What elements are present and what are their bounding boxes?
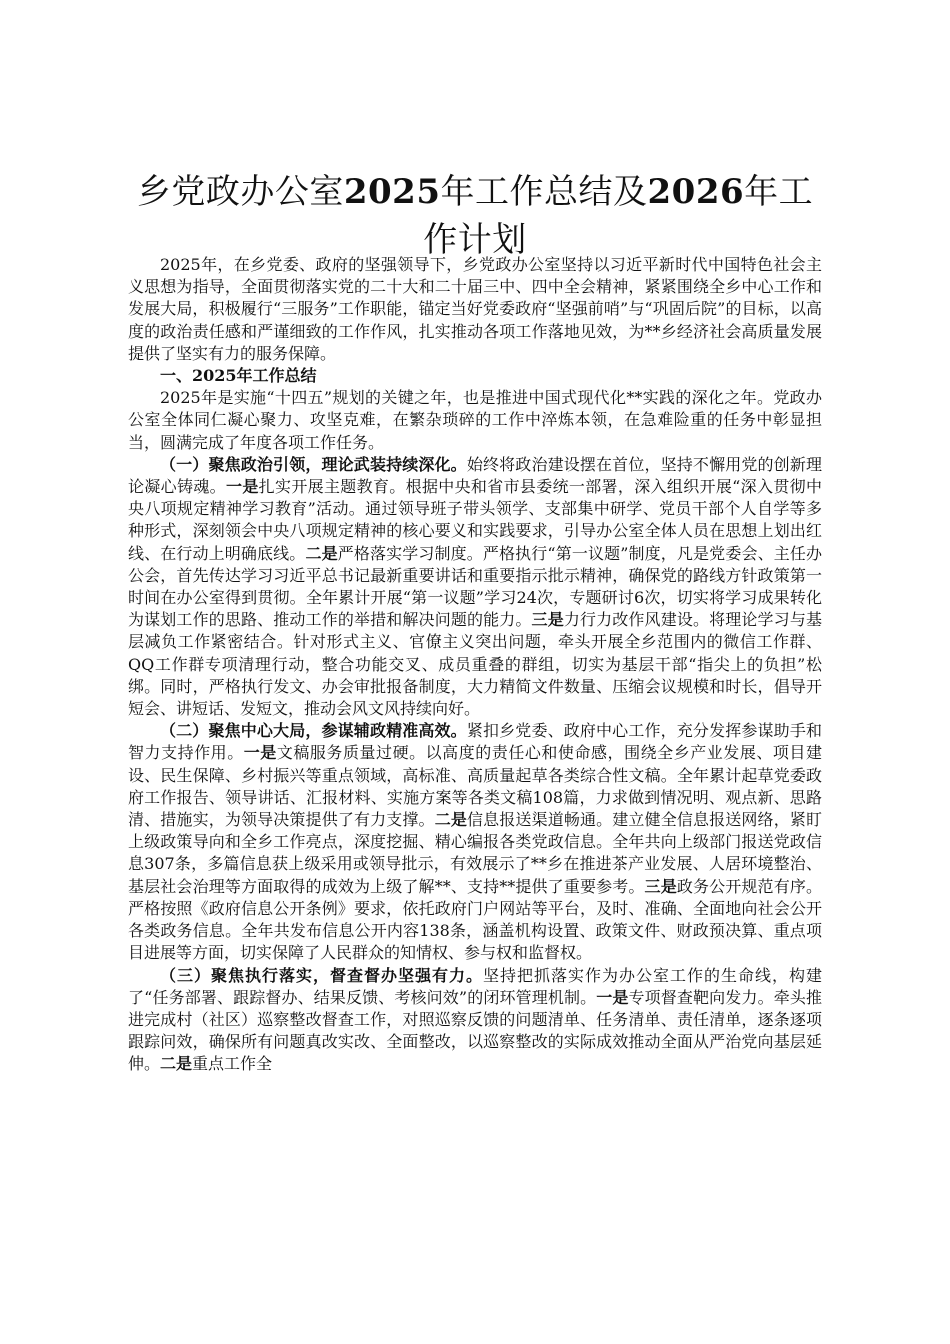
point-marker-1: 一是	[596, 987, 629, 1007]
point-marker-1: 一是	[225, 477, 259, 497]
point-marker-2: 二是	[434, 810, 467, 830]
title-year-2026: 2026	[647, 172, 745, 212]
paragraph-text: 力行力改作风建设。将理论学习与基层减负工作紧密结合。针对形式主义、官僚主义突出问题，牵头开展全乡范围内的微信工作群、QQ工作群专项清理行动，整合功能交叉、成员重叠的群组，切实为基层干部“指尖上的负担”松绑。同时，严格执行发文、办会审批报备制度，大力精简文件数量、压缩会议规模和时长，倡导开短会、讲短话、发短文，推动会风文风持续向好。	[128, 610, 822, 719]
title-part-1: 乡党政办公室	[136, 172, 344, 212]
point-marker-3: 三是	[644, 876, 677, 896]
point-marker-2: 二是	[160, 1054, 193, 1074]
paragraph-text: 信息报送渠道畅通。建立健全信息报送网络，紧盯上级政策导向和全乡工作亮点，深度挖掘、精心编报各类党政信息。全年共向上级部门报送党政信息307条，多篇信息获上级采用或领导批示，有效展示了**乡在推进茶产业发展、人居环境整治、基层社会治理等方面取得的成效为上级了解**、支持**提供了重要参考。	[128, 810, 822, 896]
paragraph-lead-heading: （一）聚焦政治引领，理论武装持续深化。	[160, 454, 467, 474]
paragraph-text: 严格落实学习制度。严格执行“第一议题”制度，凡是党委会、主任办公会，首先传达学习习近平总书记最新重要讲话和重要指示批示精神，确保党的路线方针政策第一时间在办公室得到贯彻。全年累计开展“第一议题”学习24次，专题研讨6次，切实将学习成果转化为谋划工作的思路、推动工作的举措和解决问题的能力。	[128, 543, 822, 630]
document-title	[120, 168, 830, 264]
intro-paragraph: 2025年，在乡党委、政府的坚强领导下，乡党政办公室坚持以习近平新时代中国特色社会主义思想为指导，全面贯彻落实党的二十大和二十届三中、四中全会精神，紧紧围绕全乡中心工作和发展大局，积极履行“三服务”工作职能，锚定当好党委政府“坚强前哨”与“巩固后院”的目标，以高度的政治责任感和严谨细致的工作作风，扎实推动各项工作落地见效，为**乡经济社会高质量发展提供了坚实有力的服务保障。	[128, 255, 822, 363]
section-heading-summary: 一、2025年工作总结	[160, 366, 317, 386]
paragraph-lead-heading: （二）聚焦中心大局，参谋辅政精准高效。	[160, 721, 467, 741]
paragraph-central-work	[128, 720, 822, 964]
point-marker-3: 三是	[531, 610, 564, 630]
paragraph-text: 始终将政治建设摆在首位，坚持不懈用党的创新理论凝心铸魂。	[128, 454, 822, 497]
paragraph-text: 重点工作全	[192, 1054, 273, 1074]
title-part-2: 年工作总结及	[440, 172, 648, 212]
paragraph-text: 专项督查靶向发力。牵头推进完成村（社区）巡察整改督查工作，对照巡察反馈的问题清单、任务清单、责任清单，逐条逐项跟踪问效，确保所有问题真改实改、全面整改，以巡察整改的实际成效推动全面从严治党向基层延伸。	[128, 987, 822, 1074]
paragraph-political-guidance	[128, 454, 822, 720]
title-year-2025: 2025	[343, 172, 441, 212]
title-part-3: 年工作计划	[423, 172, 814, 260]
point-marker-1: 一是	[243, 743, 277, 763]
point-marker-2: 二是	[305, 543, 338, 563]
paragraph-text: 文稿服务质量过硬。以高度的责任心和使命感，围绕全乡产业发展、项目建设、民生保障、乡村振兴等重点领域，高标准、高质量起草各类综合性文稿。全年累计起草党委政府工作报告、领导讲话、汇报材料、实施方案等各类文稿108篇，力求做到情况明、观点新、思路清、措施实，为领导决策提供了有力支撑。	[128, 743, 822, 830]
paragraph-text: 扎实开展主题教育。根据中央和省市县委统一部署，深入组织开展“深入贯彻中央八项规定精神学习教育”活动。通过领导班子带头领学、支部集中研学、党员干部个人自学等多种形式，深刻领会中央八项规定精神的核心要义和实践要求，引导办公室全体人员在思想上划出红线、在行动上明确底线。	[128, 477, 822, 563]
paragraph-text: 紧扣乡党委、政府中心工作，充分发挥参谋助手和智力支持作用。	[128, 721, 822, 763]
paragraph-supervision	[128, 965, 822, 1076]
section-intro-paragraph: 2025年是实施“十四五”规划的关键之年，也是推进中国式现代化**实践的深化之年。党政办公室全体同仁凝心聚力、攻坚克难，在繁杂琐碎的工作中淬炼本领，在急难险重的任务中彰显担当，圆满完成了年度各项工作任务。	[128, 388, 822, 452]
document-body	[128, 254, 822, 1076]
paragraph-text: 坚持把抓落实作为办公室工作的生命线，构建了“任务部署、跟踪督办、结果反馈、考核问效”的闭环管理机制。	[128, 965, 822, 1007]
paragraph-text: 政务公开规范有序。严格按照《政府信息公开条例》要求，依托政府门户网站等平台，及时、准确、全面地向社会公开各类政务信息。全年共发布信息公开内容138条，涵盖机构设置、政策文件、财政预决算、重点项目进展等方面，切实保障了人民群众的知情权、参与权和监督权。	[128, 876, 822, 963]
paragraph-lead-heading: （三）聚焦执行落实，督查督办坚强有力。	[160, 965, 483, 985]
